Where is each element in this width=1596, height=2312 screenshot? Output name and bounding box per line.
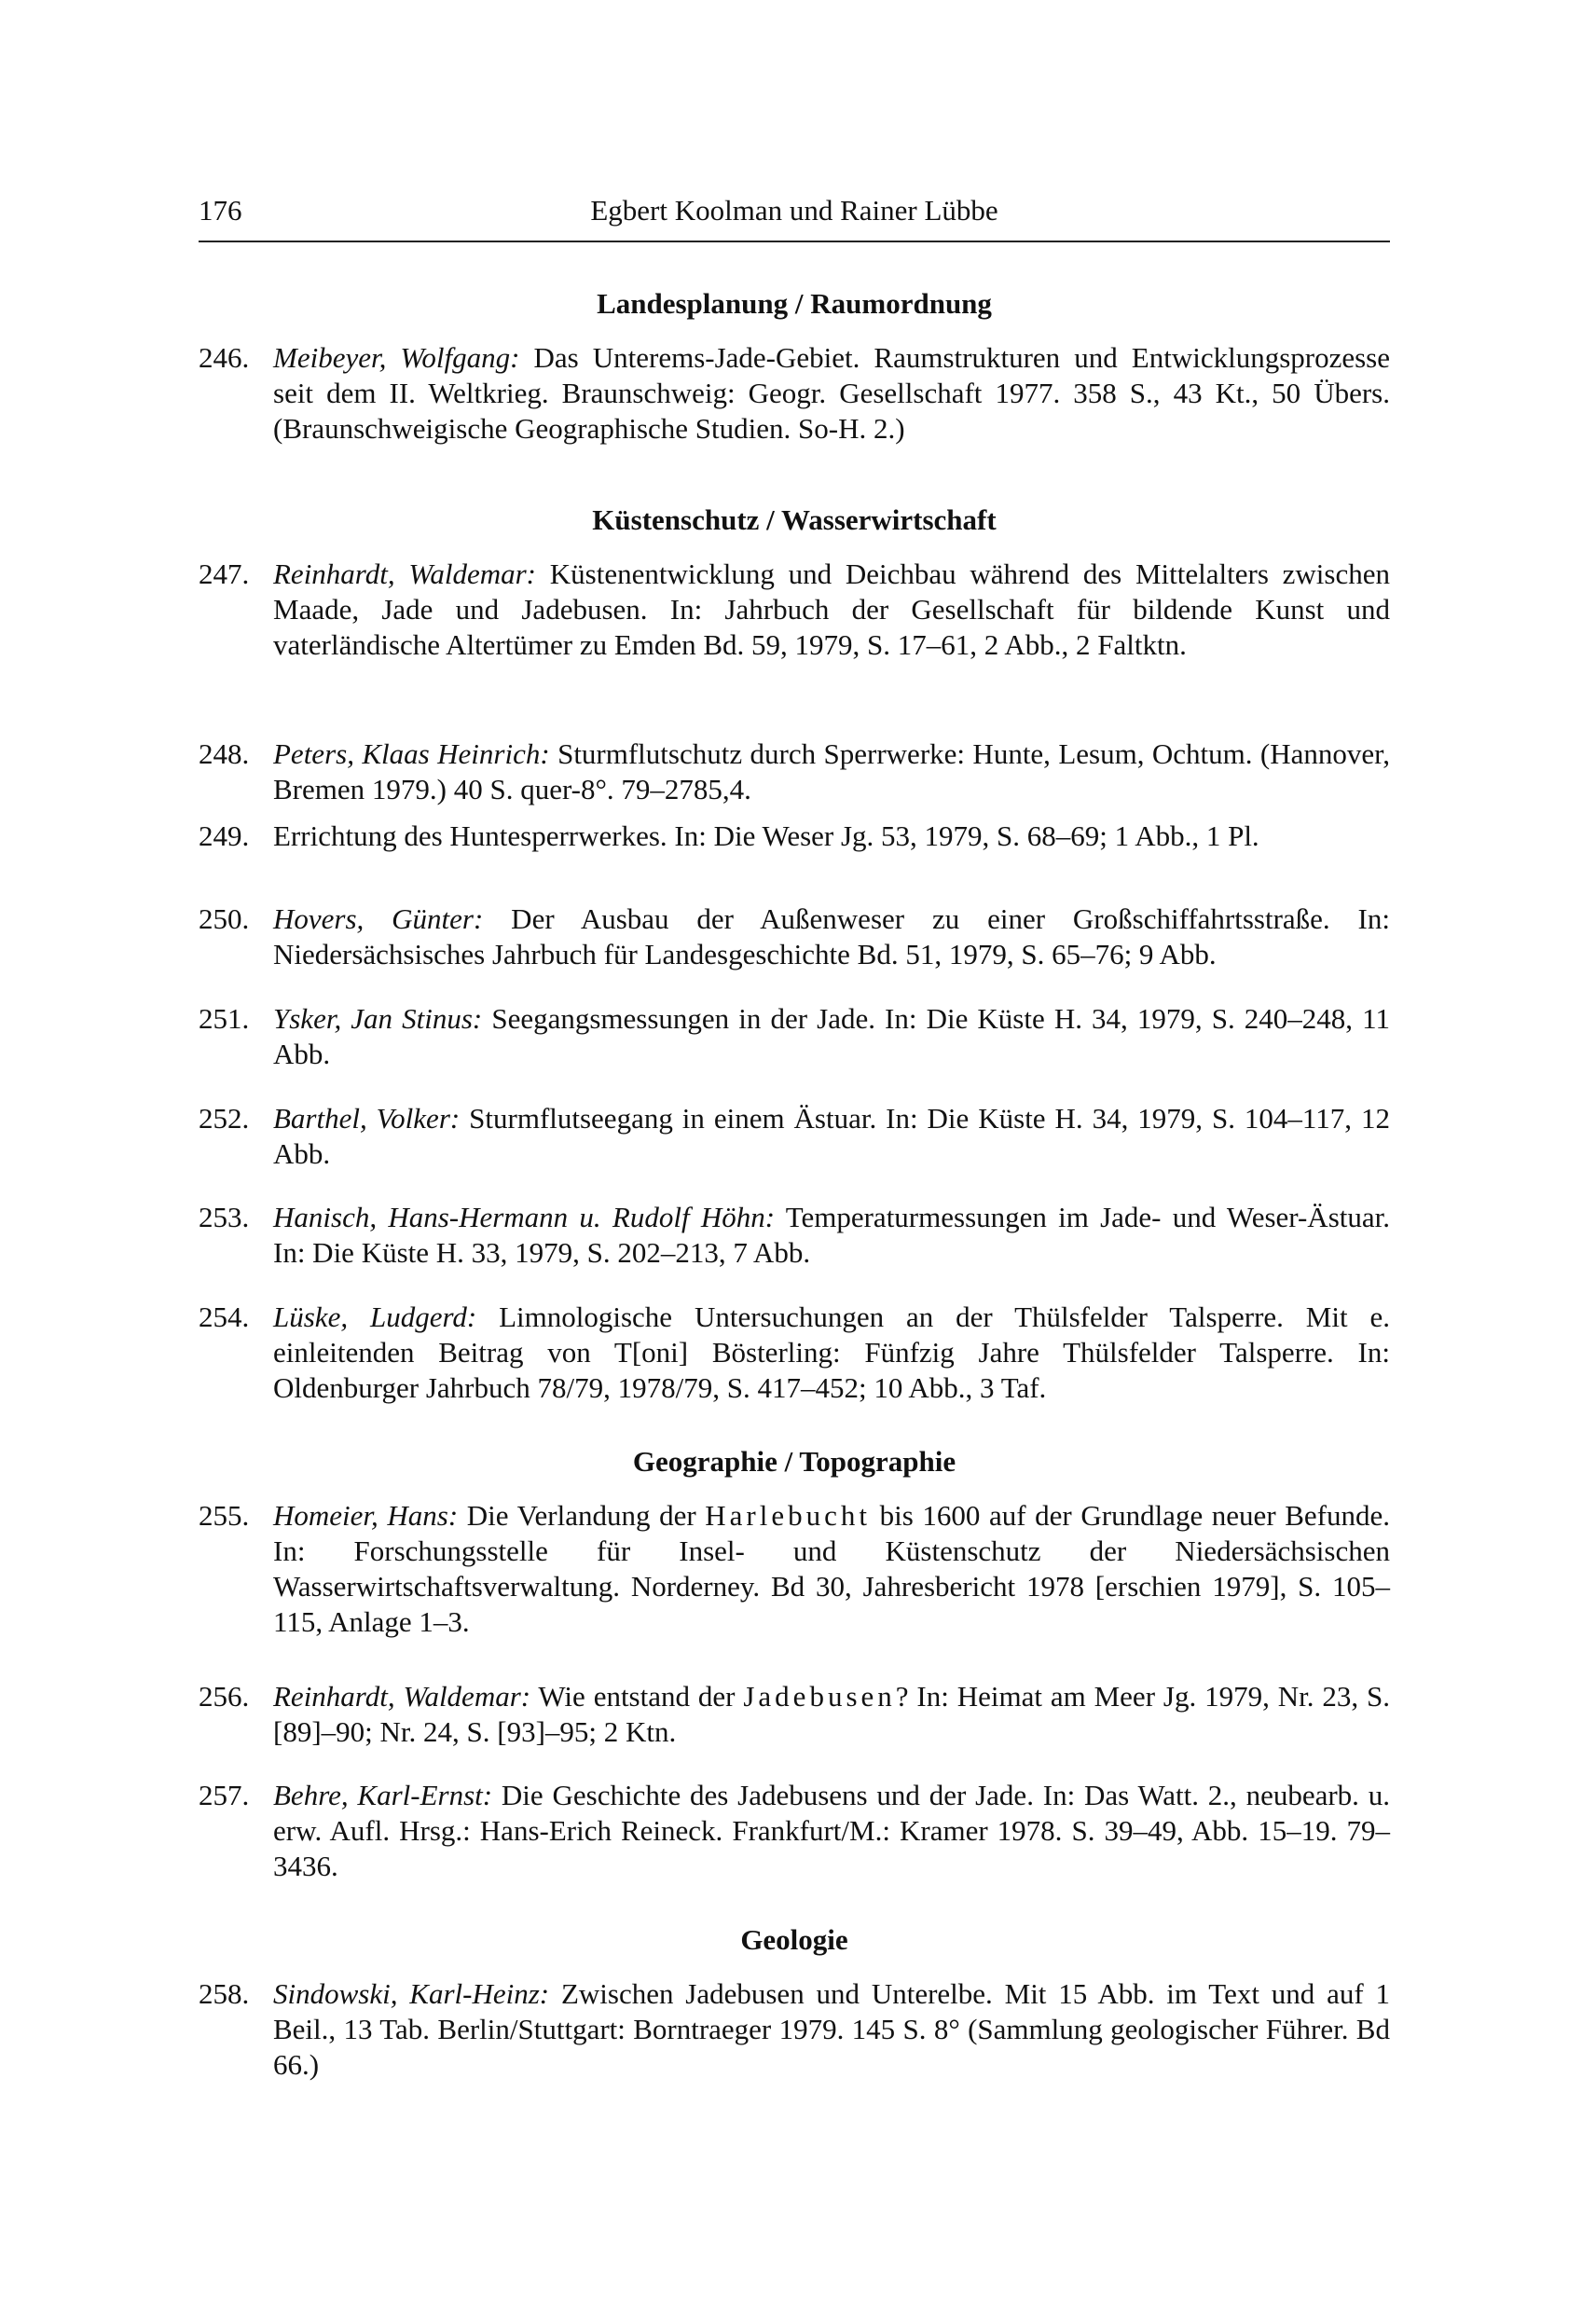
bibliography-entry-258: [199, 1976, 1390, 2083]
entry-body: Die Geschichte des Jadebusens und der Jade. In: Das Watt. 2., neubearb. u. erw. Aufl. Hrsg.: Hans-Erich Reineck. Frankfurt/M.: Kramer 1978. S. 39–49, Abb. 15–19. 79–3436.: [273, 1779, 1390, 1882]
entry-number: 250.: [199, 902, 250, 935]
entry-text: [273, 1976, 1390, 2083]
entry-number: 254.: [199, 1300, 250, 1333]
section-heading-geologie: Geologie: [740, 1923, 848, 1956]
bibliography-entry-253: [199, 1200, 1390, 1271]
entry-author: Hovers, Günter:: [273, 902, 484, 935]
entry-number: 251.: [199, 1002, 250, 1035]
entry-body-end: ? In: Heimat am Meer Jg. 1979, Nr. 23, S. [89]–90; Nr. 24, S. [93]–95; 2 Ktn.: [273, 1680, 1390, 1748]
entry-number: 253.: [199, 1201, 250, 1233]
entry-number: 249.: [199, 819, 250, 852]
entry-body: Der Ausbau der Außenweser zu einer Großschiffahrtsstraße. In: Niedersächsisches Jahrbuch für Landesgeschichte Bd. 51, 1979, S. 65–76; 9 Abb.: [273, 902, 1390, 970]
entry-author: Hanisch, Hans-Hermann u. Rudolf Höhn:: [273, 1201, 776, 1233]
entry-text: [273, 557, 1390, 663]
entry-body: Küstenentwicklung und Deichbau während des Mittelalters zwischen Maade, Jade und Jadebusen. In: Jahrbuch der Gesellschaft für bildende Kunst und vaterländische Altertümer zu Emden Bd. 59, 1979, S. 17–61, 2 Abb., 2 Faltktn.: [273, 557, 1390, 661]
entry-number: 257.: [199, 1779, 250, 1811]
entry-text: [273, 1200, 1390, 1271]
bibliography-entry-255: [199, 1498, 1390, 1640]
entry-spaced-place-name: Jadebusen: [743, 1680, 896, 1713]
entry-body: Temperaturmessungen im Jade- und Weser-Ästuar. In: Die Küste H. 33, 1979, S. 202–213, 7 Abb.: [273, 1201, 1390, 1269]
bibliography-entry-256: [199, 1679, 1390, 1750]
entry-number: 247.: [199, 557, 250, 590]
entry-author: Lüske, Ludgerd:: [273, 1300, 477, 1333]
entry-body: Das Unterems-Jade-Gebiet. Raumstrukturen und Entwicklungsprozesse seit dem II. Weltkrieg. Braunschweig: Geogr. Gesellschaft 1977. 358 S., 43 Kt., 50 Übers. (Braunschweigische Geographische Studien. So-H. 2.): [273, 341, 1390, 445]
entry-body: Limnologische Untersuchungen an der Thülsfelder Talsperre. Mit e. einleitenden Beitrag von T[oni] Bösterling: Fünfzig Jahre Thülsfelder Talsperre. In: Oldenburger Jahrbuch 78/79, 1978/79, S. 417–452; 10 Abb., 3 Taf.: [273, 1300, 1390, 1404]
entry-author: Behre, Karl-Ernst:: [273, 1779, 493, 1811]
entry-author: Sindowski, Karl-Heinz:: [273, 1977, 550, 2010]
entry-body-start: Die Verlandung der: [458, 1499, 706, 1532]
entry-spaced-place-name: Harlebucht: [705, 1499, 871, 1532]
entry-body: Sturmflutseegang in einem Ästuar. In: Die Küste H. 34, 1979, S. 104–117, 12 Abb.: [273, 1102, 1390, 1170]
page-number: 176: [199, 194, 242, 227]
entry-body-end: bis 1600 auf der Grundlage neuer Befunde. In: Forschungsstelle für Insel- und Küstenschutz der Niedersächsischen Wasserwirtschaftsverwaltung. Norderney. Bd 30, Jahresbericht 1978 [erschien 1979], S. 105–115, Anlage 1–3.: [273, 1499, 1391, 1638]
entry-author: Homeier, Hans:: [273, 1499, 459, 1532]
entry-author: Peters, Klaas Heinrich:: [273, 737, 550, 770]
bibliography-entry-254: [199, 1300, 1390, 1406]
entry-text: [273, 1498, 1390, 1640]
entry-text: [273, 340, 1390, 447]
bibliography-entry-252: [199, 1101, 1390, 1172]
entry-text: [273, 819, 1390, 854]
section-heading-geographie: Geographie / Topographie: [632, 1445, 956, 1478]
entry-text: [273, 901, 1390, 972]
entry-text: [273, 1778, 1390, 1884]
entry-number: 248.: [199, 737, 250, 770]
entry-author: Barthel, Volker:: [273, 1102, 461, 1135]
bibliography-entry-250: [199, 901, 1390, 972]
header-title: Egbert Koolman und Rainer Lübbe: [590, 194, 998, 227]
entry-number: 252.: [199, 1102, 250, 1135]
entry-body: Seegangsmessungen in der Jade. In: Die Küste H. 34, 1979, S. 240–248, 11 Abb.: [273, 1002, 1390, 1070]
entry-text: [273, 1300, 1390, 1406]
bibliography-entry-248: [199, 736, 1390, 807]
entry-body-start: Wie entstand der: [530, 1680, 744, 1713]
entry-number: 246.: [199, 341, 250, 374]
section-heading-kuestenschutz: Küstenschutz / Wasserwirtschaft: [592, 503, 997, 536]
entry-author: Ysker, Jan Stinus:: [273, 1002, 483, 1035]
entry-body: Zwischen Jadebusen und Unterelbe. Mit 15 Abb. im Text und auf 1 Beil., 13 Tab. Berlin/Stuttgart: Borntraeger 1979. 145 S. 8° (Sammlung geologischer Führer. Bd 66.): [273, 1977, 1390, 2081]
entry-number: 255.: [199, 1499, 250, 1532]
entry-body: Errichtung des Huntesperrwerkes. In: Die Weser Jg. 53, 1979, S. 68–69; 1 Abb., 1 Pl.: [273, 819, 1259, 852]
entry-text: [273, 1101, 1390, 1172]
entry-text: [273, 736, 1390, 807]
running-head: [199, 192, 1390, 242]
entry-author: Meibeyer, Wolfgang:: [273, 341, 520, 374]
entry-author: Reinhardt, Waldemar:: [273, 557, 536, 590]
bibliography-entry-249: [199, 819, 1390, 854]
bibliography-entry-251: [199, 1001, 1390, 1072]
bibliography-entry-257: [199, 1778, 1390, 1884]
entry-body: Sturmflutschutz durch Sperrwerke: Hunte, Lesum, Ochtum. (Hannover, Bremen 1979.) 40 S. quer-8°. 79–2785,4.: [273, 737, 1390, 805]
entry-text: [273, 1001, 1390, 1072]
entry-author: Reinhardt, Waldemar:: [273, 1680, 531, 1713]
bibliography-entry-247: [199, 557, 1390, 663]
section-heading-landesplanung: Landesplanung / Raumordnung: [597, 287, 992, 320]
entry-number: 256.: [199, 1680, 250, 1713]
entry-text: [273, 1679, 1390, 1750]
entry-number: 258.: [199, 1977, 250, 2010]
bibliography-entry-246: [199, 340, 1390, 447]
